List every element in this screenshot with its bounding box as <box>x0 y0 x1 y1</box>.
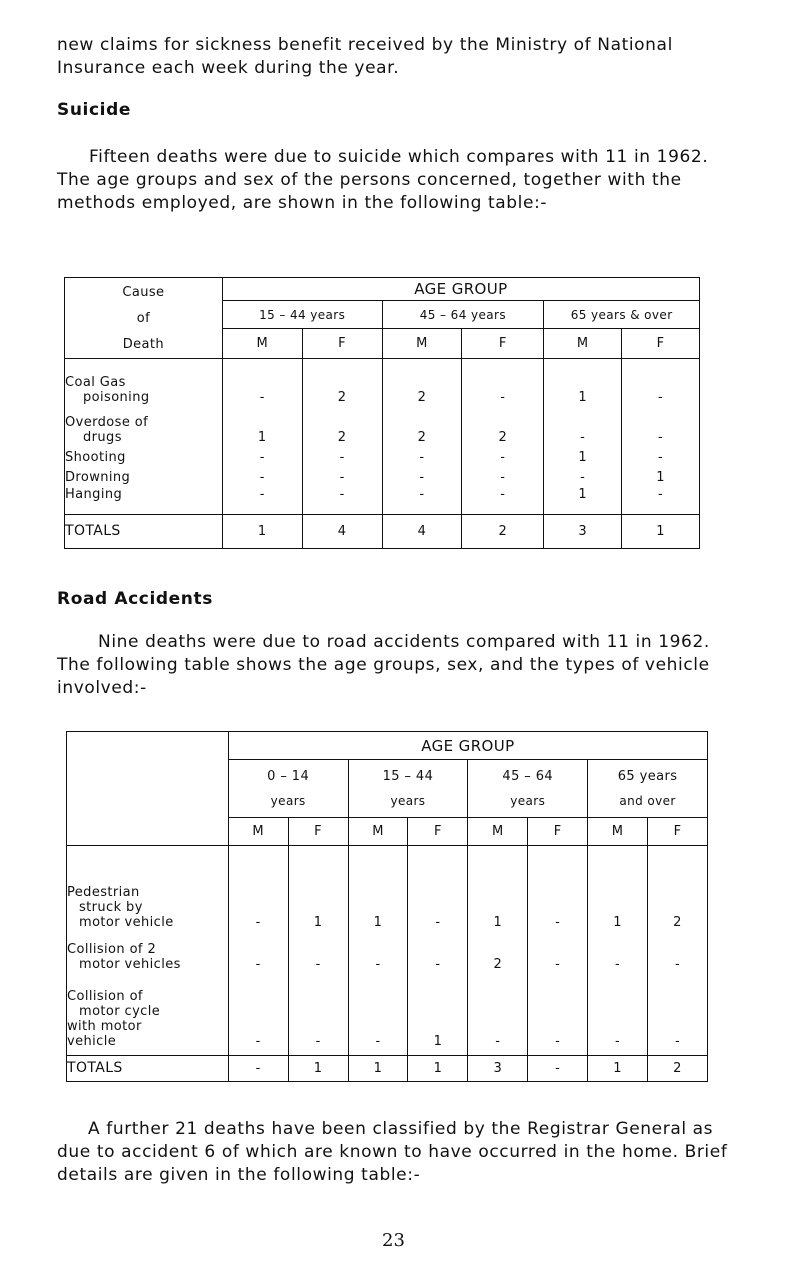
age-group-line: 0 – 14 <box>267 768 310 784</box>
table-row <box>65 485 700 515</box>
row-label-line: Coal Gas <box>65 374 126 390</box>
cell-value: - <box>588 930 648 972</box>
suicide-paragraph: Fifteen deaths were due to suicide which compares with 11 in 1962. The age groups and sex of the persons concerned, together with the methods employed, are shown in the following table:- <box>57 147 709 213</box>
total-value: 4 <box>382 515 462 549</box>
page-number: 23 <box>382 1230 405 1251</box>
age-group-label: 65 years & over <box>544 301 700 329</box>
row-label: Hanging <box>65 485 223 515</box>
sex-header: M <box>222 329 302 359</box>
total-value: 1 <box>622 515 700 549</box>
intro-paragraph: new claims for sickness benefit received by the Ministry of National Insurance each week during the year. <box>57 35 673 78</box>
cause-header-line: Death <box>122 337 165 352</box>
cell-value: 1 <box>544 485 622 515</box>
sex-header: F <box>528 818 588 846</box>
cell-value: - <box>462 465 544 485</box>
row-label-line: Pedestrian <box>67 884 140 900</box>
sex-header: F <box>648 818 708 846</box>
cell-value: - <box>528 972 588 1056</box>
cell-value: - <box>302 465 382 485</box>
row-label-line: poisoning <box>83 389 150 405</box>
cell-value: 1 <box>348 846 408 930</box>
cell-value: - <box>528 846 588 930</box>
row-label: Shooting <box>65 445 223 465</box>
age-group-label <box>588 760 708 818</box>
cell-value: 2 <box>648 846 708 930</box>
cell-value: - <box>348 972 408 1056</box>
sex-header: M <box>382 329 462 359</box>
sex-header: F <box>622 329 700 359</box>
road-accidents-paragraph: Nine deaths were due to road accidents compared with 11 in 1962. The following table shows the age groups, sex, and the types of vehicle involved:- <box>57 632 710 698</box>
road-accidents-table <box>66 731 708 1082</box>
cell-value: 2 <box>382 405 462 445</box>
total-value: 1 <box>588 1056 648 1082</box>
cell-value: - <box>588 972 648 1056</box>
total-value: 3 <box>468 1056 528 1082</box>
cell-value: 2 <box>468 930 528 972</box>
row-label-line: Overdose of <box>65 414 149 430</box>
table-row <box>67 972 708 1056</box>
table-row <box>67 930 708 972</box>
cell-value: 2 <box>462 405 544 445</box>
cell-value: - <box>382 465 462 485</box>
cell-value: - <box>222 465 302 485</box>
sex-header: M <box>468 818 528 846</box>
cell-value: - <box>302 445 382 465</box>
row-label-line: motor vehicles <box>79 956 181 972</box>
age-group-header: AGE GROUP <box>222 278 699 301</box>
cell-value: - <box>302 485 382 515</box>
age-group-label <box>348 760 468 818</box>
total-value: 3 <box>544 515 622 549</box>
row-label-line: vehicle <box>67 1034 117 1049</box>
cell-value: - <box>648 972 708 1056</box>
total-value: 2 <box>648 1056 708 1082</box>
table-row <box>65 445 700 465</box>
row-label-line: drugs <box>83 429 122 445</box>
row-label-line: motor vehicle <box>79 914 174 930</box>
cell-value: 1 <box>544 359 622 405</box>
cell-value: - <box>348 930 408 972</box>
cell-value: - <box>382 445 462 465</box>
total-value: 1 <box>222 515 302 549</box>
total-value: - <box>528 1056 588 1082</box>
age-group-label <box>228 760 348 818</box>
cell-value: - <box>468 972 528 1056</box>
total-value: 2 <box>462 515 544 549</box>
sex-header: F <box>462 329 544 359</box>
cell-value: - <box>222 359 302 405</box>
cell-value: - <box>222 445 302 465</box>
cell-value: - <box>228 930 288 972</box>
row-label <box>67 930 229 972</box>
cell-value: 1 <box>408 972 468 1056</box>
cell-value: - <box>462 445 544 465</box>
cell-value: - <box>544 465 622 485</box>
cell-value: 2 <box>382 359 462 405</box>
table-row <box>65 465 700 485</box>
cell-value: - <box>544 405 622 445</box>
cell-value: - <box>408 930 468 972</box>
row-label: Drowning <box>65 465 223 485</box>
cell-value: - <box>382 485 462 515</box>
age-group-line: years <box>510 793 546 808</box>
cell-value: - <box>528 930 588 972</box>
row-label <box>67 972 229 1056</box>
road-accidents-heading: Road Accidents <box>57 589 213 609</box>
cause-header-line: Cause <box>122 285 165 300</box>
cell-value: - <box>622 405 700 445</box>
row-label-line: with motor <box>67 1019 142 1034</box>
totals-row <box>67 1056 708 1082</box>
sex-header: M <box>228 818 288 846</box>
cell-value: - <box>462 359 544 405</box>
row-label <box>65 359 223 405</box>
row-label-line: struck by <box>79 899 143 915</box>
row-label <box>65 405 223 445</box>
total-value: 1 <box>348 1056 408 1082</box>
cell-value: - <box>648 930 708 972</box>
age-group-label: 45 – 64 years <box>382 301 544 329</box>
sex-header: F <box>288 818 348 846</box>
totals-row <box>65 515 700 549</box>
total-value: - <box>228 1056 288 1082</box>
cell-value: - <box>228 846 288 930</box>
age-group-line: years <box>270 793 306 808</box>
totals-label: TOTALS <box>67 1056 229 1082</box>
blank-header-cell <box>67 732 229 846</box>
cell-value: - <box>222 485 302 515</box>
row-label-line: Collision of 2 <box>67 941 157 957</box>
age-group-line: years <box>390 793 426 808</box>
cell-value: - <box>288 972 348 1056</box>
suicide-table <box>64 277 700 549</box>
age-group-line: 45 – 64 <box>502 768 554 784</box>
cell-value: 1 <box>588 846 648 930</box>
cell-value: - <box>622 359 700 405</box>
age-group-line: 65 years <box>617 768 678 784</box>
row-label <box>67 846 229 930</box>
cell-value: 1 <box>622 465 700 485</box>
total-value: 4 <box>302 515 382 549</box>
cell-value: 1 <box>544 445 622 465</box>
cell-value: - <box>288 930 348 972</box>
total-value: 1 <box>288 1056 348 1082</box>
cell-value: - <box>408 846 468 930</box>
age-group-line: 15 – 44 <box>382 768 434 784</box>
sex-header: M <box>544 329 622 359</box>
row-label-line: motor cycle <box>79 1004 161 1019</box>
age-group-label <box>468 760 588 818</box>
sex-header: M <box>348 818 408 846</box>
sex-header: F <box>408 818 468 846</box>
cell-value: 2 <box>302 359 382 405</box>
cell-value: - <box>462 485 544 515</box>
cause-of-death-header <box>65 278 223 359</box>
cell-value: - <box>228 972 288 1056</box>
cause-header-line: of <box>136 311 151 326</box>
table-row <box>65 405 700 445</box>
total-value: 1 <box>408 1056 468 1082</box>
suicide-heading: Suicide <box>57 100 131 120</box>
sex-header: F <box>302 329 382 359</box>
age-group-label: 15 – 44 years <box>222 301 382 329</box>
sex-header: M <box>588 818 648 846</box>
cell-value: 2 <box>302 405 382 445</box>
age-group-line: and over <box>619 793 676 808</box>
age-group-header: AGE GROUP <box>228 732 707 760</box>
cell-value: 1 <box>288 846 348 930</box>
table-row <box>65 359 700 405</box>
totals-label: TOTALS <box>65 515 223 549</box>
cell-value: - <box>622 485 700 515</box>
cell-value: - <box>622 445 700 465</box>
table-row <box>67 846 708 930</box>
cell-value: 1 <box>468 846 528 930</box>
closing-paragraph: A further 21 deaths have been classified by the Registrar General as due to accident 6 of which are known to have occurred in the home. Brief details are given in the following table:- <box>57 1119 728 1185</box>
cell-value: 1 <box>222 405 302 445</box>
row-label-line: Collision of <box>67 989 143 1004</box>
